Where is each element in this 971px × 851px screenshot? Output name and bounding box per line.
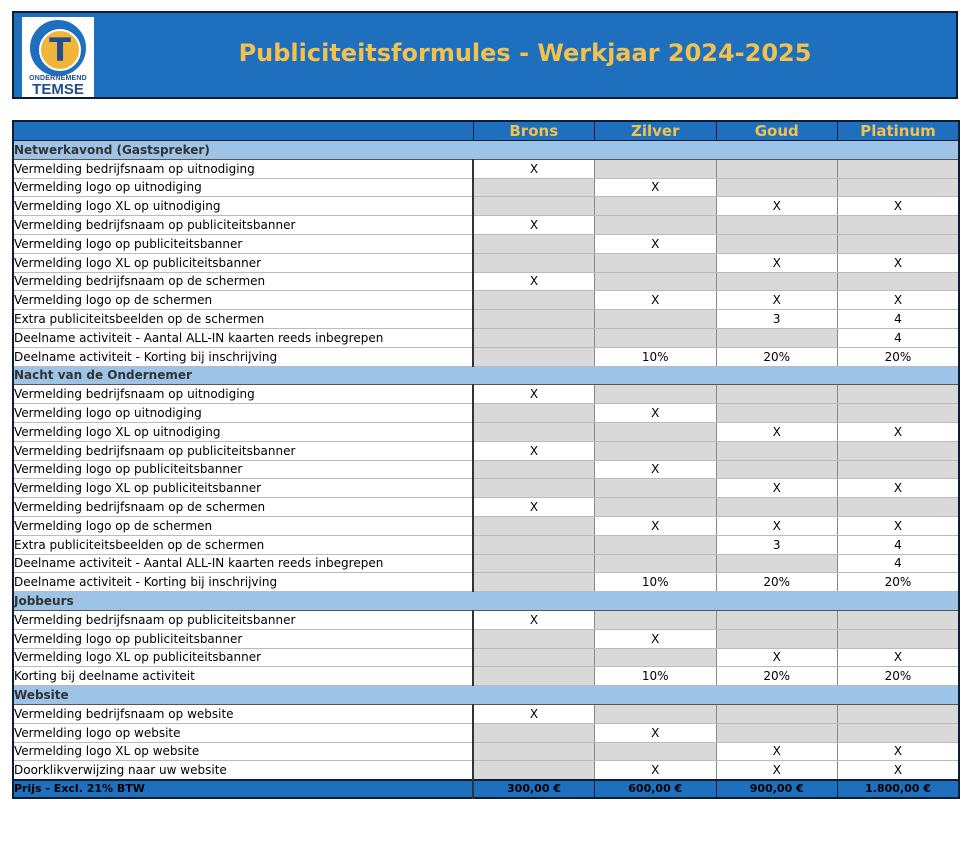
cell-zilver: X — [595, 404, 717, 423]
row-label: Vermelding bedrijfsnaam op de schermen — [13, 498, 473, 517]
cell-platinum — [838, 704, 960, 723]
section-title: Website — [13, 686, 959, 705]
cell-goud: 20% — [716, 667, 838, 686]
table-row — [13, 272, 959, 291]
page-title: Publiciteitsformules - Werkjaar 2024-2025 — [238, 39, 812, 67]
row-label: Deelname activiteit - Aantal ALL-IN kaarten reeds inbegrepen — [13, 554, 473, 573]
price-zilver: 600,00 € — [595, 780, 717, 799]
table-row — [13, 404, 959, 423]
cell-platinum: X — [838, 516, 960, 535]
row-label: Vermelding bedrijfsnaam op publiciteitsbanner — [13, 610, 473, 629]
cell-brons: X — [473, 159, 595, 178]
column-header-goud: Goud — [716, 121, 838, 141]
logo-letter: T — [49, 31, 71, 69]
table-row — [13, 422, 959, 441]
section-title: Jobbeurs — [13, 592, 959, 611]
cell-brons — [473, 460, 595, 479]
cell-platinum: 4 — [838, 310, 960, 329]
cell-platinum: 20% — [838, 347, 960, 366]
table-row — [13, 535, 959, 554]
cell-goud — [716, 216, 838, 235]
logo — [22, 17, 94, 97]
cell-zilver: X — [595, 178, 717, 197]
row-label: Deelname activiteit - Korting bij inschrijving — [13, 347, 473, 366]
header-blank-cell — [13, 121, 473, 141]
cell-platinum — [838, 629, 960, 648]
pricing-table — [12, 120, 960, 799]
cell-brons — [473, 629, 595, 648]
cell-goud: X — [716, 291, 838, 310]
table-row — [13, 573, 959, 592]
cell-goud — [716, 498, 838, 517]
cell-zilver — [595, 610, 717, 629]
section-row — [13, 141, 959, 160]
table-row — [13, 441, 959, 460]
logo-emblem — [30, 20, 86, 76]
cell-zilver — [595, 498, 717, 517]
cell-brons — [473, 178, 595, 197]
cell-goud: X — [716, 479, 838, 498]
row-label: Vermelding logo XL op uitnodiging — [13, 197, 473, 216]
cell-zilver — [595, 385, 717, 404]
table-header-row — [13, 121, 959, 141]
cell-brons — [473, 347, 595, 366]
cell-brons — [473, 310, 595, 329]
cell-platinum — [838, 159, 960, 178]
section-title: Netwerkavond (Gastspreker) — [13, 141, 959, 160]
row-label: Vermelding bedrijfsnaam op de schermen — [13, 272, 473, 291]
cell-goud — [716, 404, 838, 423]
cell-zilver — [595, 441, 717, 460]
cell-zilver — [595, 535, 717, 554]
cell-zilver — [595, 648, 717, 667]
cell-zilver: X — [595, 516, 717, 535]
cell-brons — [473, 648, 595, 667]
cell-platinum: X — [838, 648, 960, 667]
cell-brons — [473, 554, 595, 573]
cell-brons — [473, 422, 595, 441]
cell-platinum — [838, 272, 960, 291]
table-row — [13, 253, 959, 272]
cell-platinum: 4 — [838, 535, 960, 554]
row-label: Extra publiciteitsbeelden op de schermen — [13, 535, 473, 554]
section-row — [13, 592, 959, 611]
row-label: Vermelding logo op publiciteitsbanner — [13, 234, 473, 253]
cell-platinum: 20% — [838, 667, 960, 686]
table-row — [13, 310, 959, 329]
section-title: Nacht van de Ondernemer — [13, 366, 959, 385]
cell-zilver — [595, 479, 717, 498]
cell-goud — [716, 460, 838, 479]
table-row — [13, 385, 959, 404]
row-label: Vermelding logo XL op website — [13, 742, 473, 761]
table-row — [13, 197, 959, 216]
cell-platinum — [838, 234, 960, 253]
cell-platinum — [838, 385, 960, 404]
row-label: Deelname activiteit - Aantal ALL-IN kaarten reeds inbegrepen — [13, 328, 473, 347]
table-row — [13, 761, 959, 780]
cell-goud — [716, 704, 838, 723]
row-label: Vermelding bedrijfsnaam op uitnodiging — [13, 385, 473, 404]
cell-zilver — [595, 197, 717, 216]
cell-zilver — [595, 742, 717, 761]
cell-goud: X — [716, 422, 838, 441]
table-row — [13, 516, 959, 535]
row-label: Vermelding logo op uitnodiging — [13, 404, 473, 423]
table-row — [13, 629, 959, 648]
cell-platinum: 4 — [838, 328, 960, 347]
cell-goud — [716, 159, 838, 178]
cell-goud — [716, 272, 838, 291]
table-row — [13, 159, 959, 178]
cell-zilver — [595, 159, 717, 178]
table-row — [13, 328, 959, 347]
cell-platinum: X — [838, 761, 960, 780]
price-platinum: 1.800,00 € — [838, 780, 960, 799]
table-row — [13, 216, 959, 235]
row-label: Vermelding logo XL op publiciteitsbanner — [13, 648, 473, 667]
section-row — [13, 366, 959, 385]
price-label: Prijs - Excl. 21% BTW — [13, 780, 473, 799]
cell-zilver: X — [595, 723, 717, 742]
cell-platinum — [838, 178, 960, 197]
table-row — [13, 347, 959, 366]
cell-goud: 3 — [716, 310, 838, 329]
cell-goud: 3 — [716, 535, 838, 554]
cell-goud: X — [716, 516, 838, 535]
cell-goud: X — [716, 648, 838, 667]
cell-platinum: X — [838, 291, 960, 310]
cell-platinum — [838, 723, 960, 742]
cell-brons — [473, 573, 595, 592]
table-row — [13, 704, 959, 723]
logo-subtitle: ONDERNEMEND — [29, 75, 87, 82]
cell-goud: X — [716, 253, 838, 272]
cell-platinum: X — [838, 253, 960, 272]
cell-zilver — [595, 310, 717, 329]
price-goud: 900,00 € — [716, 780, 838, 799]
cell-platinum — [838, 498, 960, 517]
cell-platinum — [838, 610, 960, 629]
cell-platinum: 20% — [838, 573, 960, 592]
table-row — [13, 648, 959, 667]
cell-platinum: X — [838, 479, 960, 498]
cell-zilver — [595, 554, 717, 573]
cell-brons: X — [473, 216, 595, 235]
cell-goud: X — [716, 761, 838, 780]
cell-brons — [473, 742, 595, 761]
table-row — [13, 498, 959, 517]
row-label: Extra publiciteitsbeelden op de schermen — [13, 310, 473, 329]
cell-goud — [716, 629, 838, 648]
page-header — [12, 11, 958, 99]
cell-goud — [716, 178, 838, 197]
cell-platinum: X — [838, 197, 960, 216]
table-row — [13, 667, 959, 686]
price-row — [13, 780, 959, 799]
cell-zilver: 10% — [595, 573, 717, 592]
cell-platinum — [838, 460, 960, 479]
row-label: Vermelding logo op publiciteitsbanner — [13, 629, 473, 648]
cell-zilver — [595, 272, 717, 291]
cell-platinum: 4 — [838, 554, 960, 573]
cell-goud: X — [716, 197, 838, 216]
cell-brons — [473, 723, 595, 742]
table-row — [13, 479, 959, 498]
row-label: Vermelding logo XL op publiciteitsbanner — [13, 479, 473, 498]
cell-brons — [473, 234, 595, 253]
cell-brons — [473, 253, 595, 272]
cell-brons: X — [473, 610, 595, 629]
cell-brons — [473, 291, 595, 310]
cell-brons: X — [473, 704, 595, 723]
cell-goud — [716, 723, 838, 742]
table-body — [13, 141, 959, 780]
row-label: Vermelding logo op uitnodiging — [13, 178, 473, 197]
cell-brons: X — [473, 498, 595, 517]
cell-zilver: X — [595, 234, 717, 253]
column-header-platinum: Platinum — [838, 121, 960, 141]
table-row — [13, 460, 959, 479]
row-label: Vermelding logo op publiciteitsbanner — [13, 460, 473, 479]
cell-brons — [473, 516, 595, 535]
row-label: Vermelding bedrijfsnaam op website — [13, 704, 473, 723]
row-label: Korting bij deelname activiteit — [13, 667, 473, 686]
table-row — [13, 234, 959, 253]
cell-goud — [716, 234, 838, 253]
row-label: Deelname activiteit - Korting bij inschrijving — [13, 573, 473, 592]
row-label: Vermelding bedrijfsnaam op publiciteitsbanner — [13, 216, 473, 235]
cell-goud — [716, 441, 838, 460]
cell-brons — [473, 328, 595, 347]
cell-zilver: X — [595, 460, 717, 479]
cell-zilver — [595, 328, 717, 347]
row-label: Vermelding bedrijfsnaam op publiciteitsbanner — [13, 441, 473, 460]
row-label: Vermelding bedrijfsnaam op uitnodiging — [13, 159, 473, 178]
cell-brons — [473, 667, 595, 686]
table-row — [13, 178, 959, 197]
cell-brons: X — [473, 441, 595, 460]
column-header-zilver: Zilver — [595, 121, 717, 141]
row-label: Vermelding logo XL op uitnodiging — [13, 422, 473, 441]
cell-platinum: X — [838, 422, 960, 441]
row-label: Vermelding logo XL op publiciteitsbanner — [13, 253, 473, 272]
cell-zilver: 10% — [595, 667, 717, 686]
cell-goud — [716, 610, 838, 629]
cell-brons: X — [473, 385, 595, 404]
cell-zilver — [595, 704, 717, 723]
cell-goud: 20% — [716, 573, 838, 592]
table-row — [13, 554, 959, 573]
cell-brons — [473, 535, 595, 554]
cell-brons — [473, 479, 595, 498]
section-row — [13, 686, 959, 705]
cell-brons — [473, 404, 595, 423]
cell-platinum — [838, 404, 960, 423]
row-label: Vermelding logo op de schermen — [13, 516, 473, 535]
cell-zilver — [595, 216, 717, 235]
cell-brons: X — [473, 272, 595, 291]
column-header-brons: Brons — [473, 121, 595, 141]
cell-zilver: 10% — [595, 347, 717, 366]
table-row — [13, 291, 959, 310]
logo-name: TEMSE — [32, 81, 84, 98]
table-row — [13, 742, 959, 761]
cell-zilver: X — [595, 291, 717, 310]
cell-platinum — [838, 216, 960, 235]
row-label: Vermelding logo op de schermen — [13, 291, 473, 310]
table-row — [13, 723, 959, 742]
cell-platinum: X — [838, 742, 960, 761]
cell-platinum — [838, 441, 960, 460]
cell-brons — [473, 197, 595, 216]
cell-brons — [473, 761, 595, 780]
cell-goud: 20% — [716, 347, 838, 366]
cell-zilver — [595, 253, 717, 272]
cell-goud — [716, 385, 838, 404]
cell-goud: X — [716, 742, 838, 761]
table-row — [13, 610, 959, 629]
cell-zilver — [595, 422, 717, 441]
cell-goud — [716, 328, 838, 347]
row-label: Doorklikverwijzing naar uw website — [13, 761, 473, 780]
cell-zilver: X — [595, 761, 717, 780]
cell-goud — [716, 554, 838, 573]
row-label: Vermelding logo op website — [13, 723, 473, 742]
price-brons: 300,00 € — [473, 780, 595, 799]
cell-zilver: X — [595, 629, 717, 648]
